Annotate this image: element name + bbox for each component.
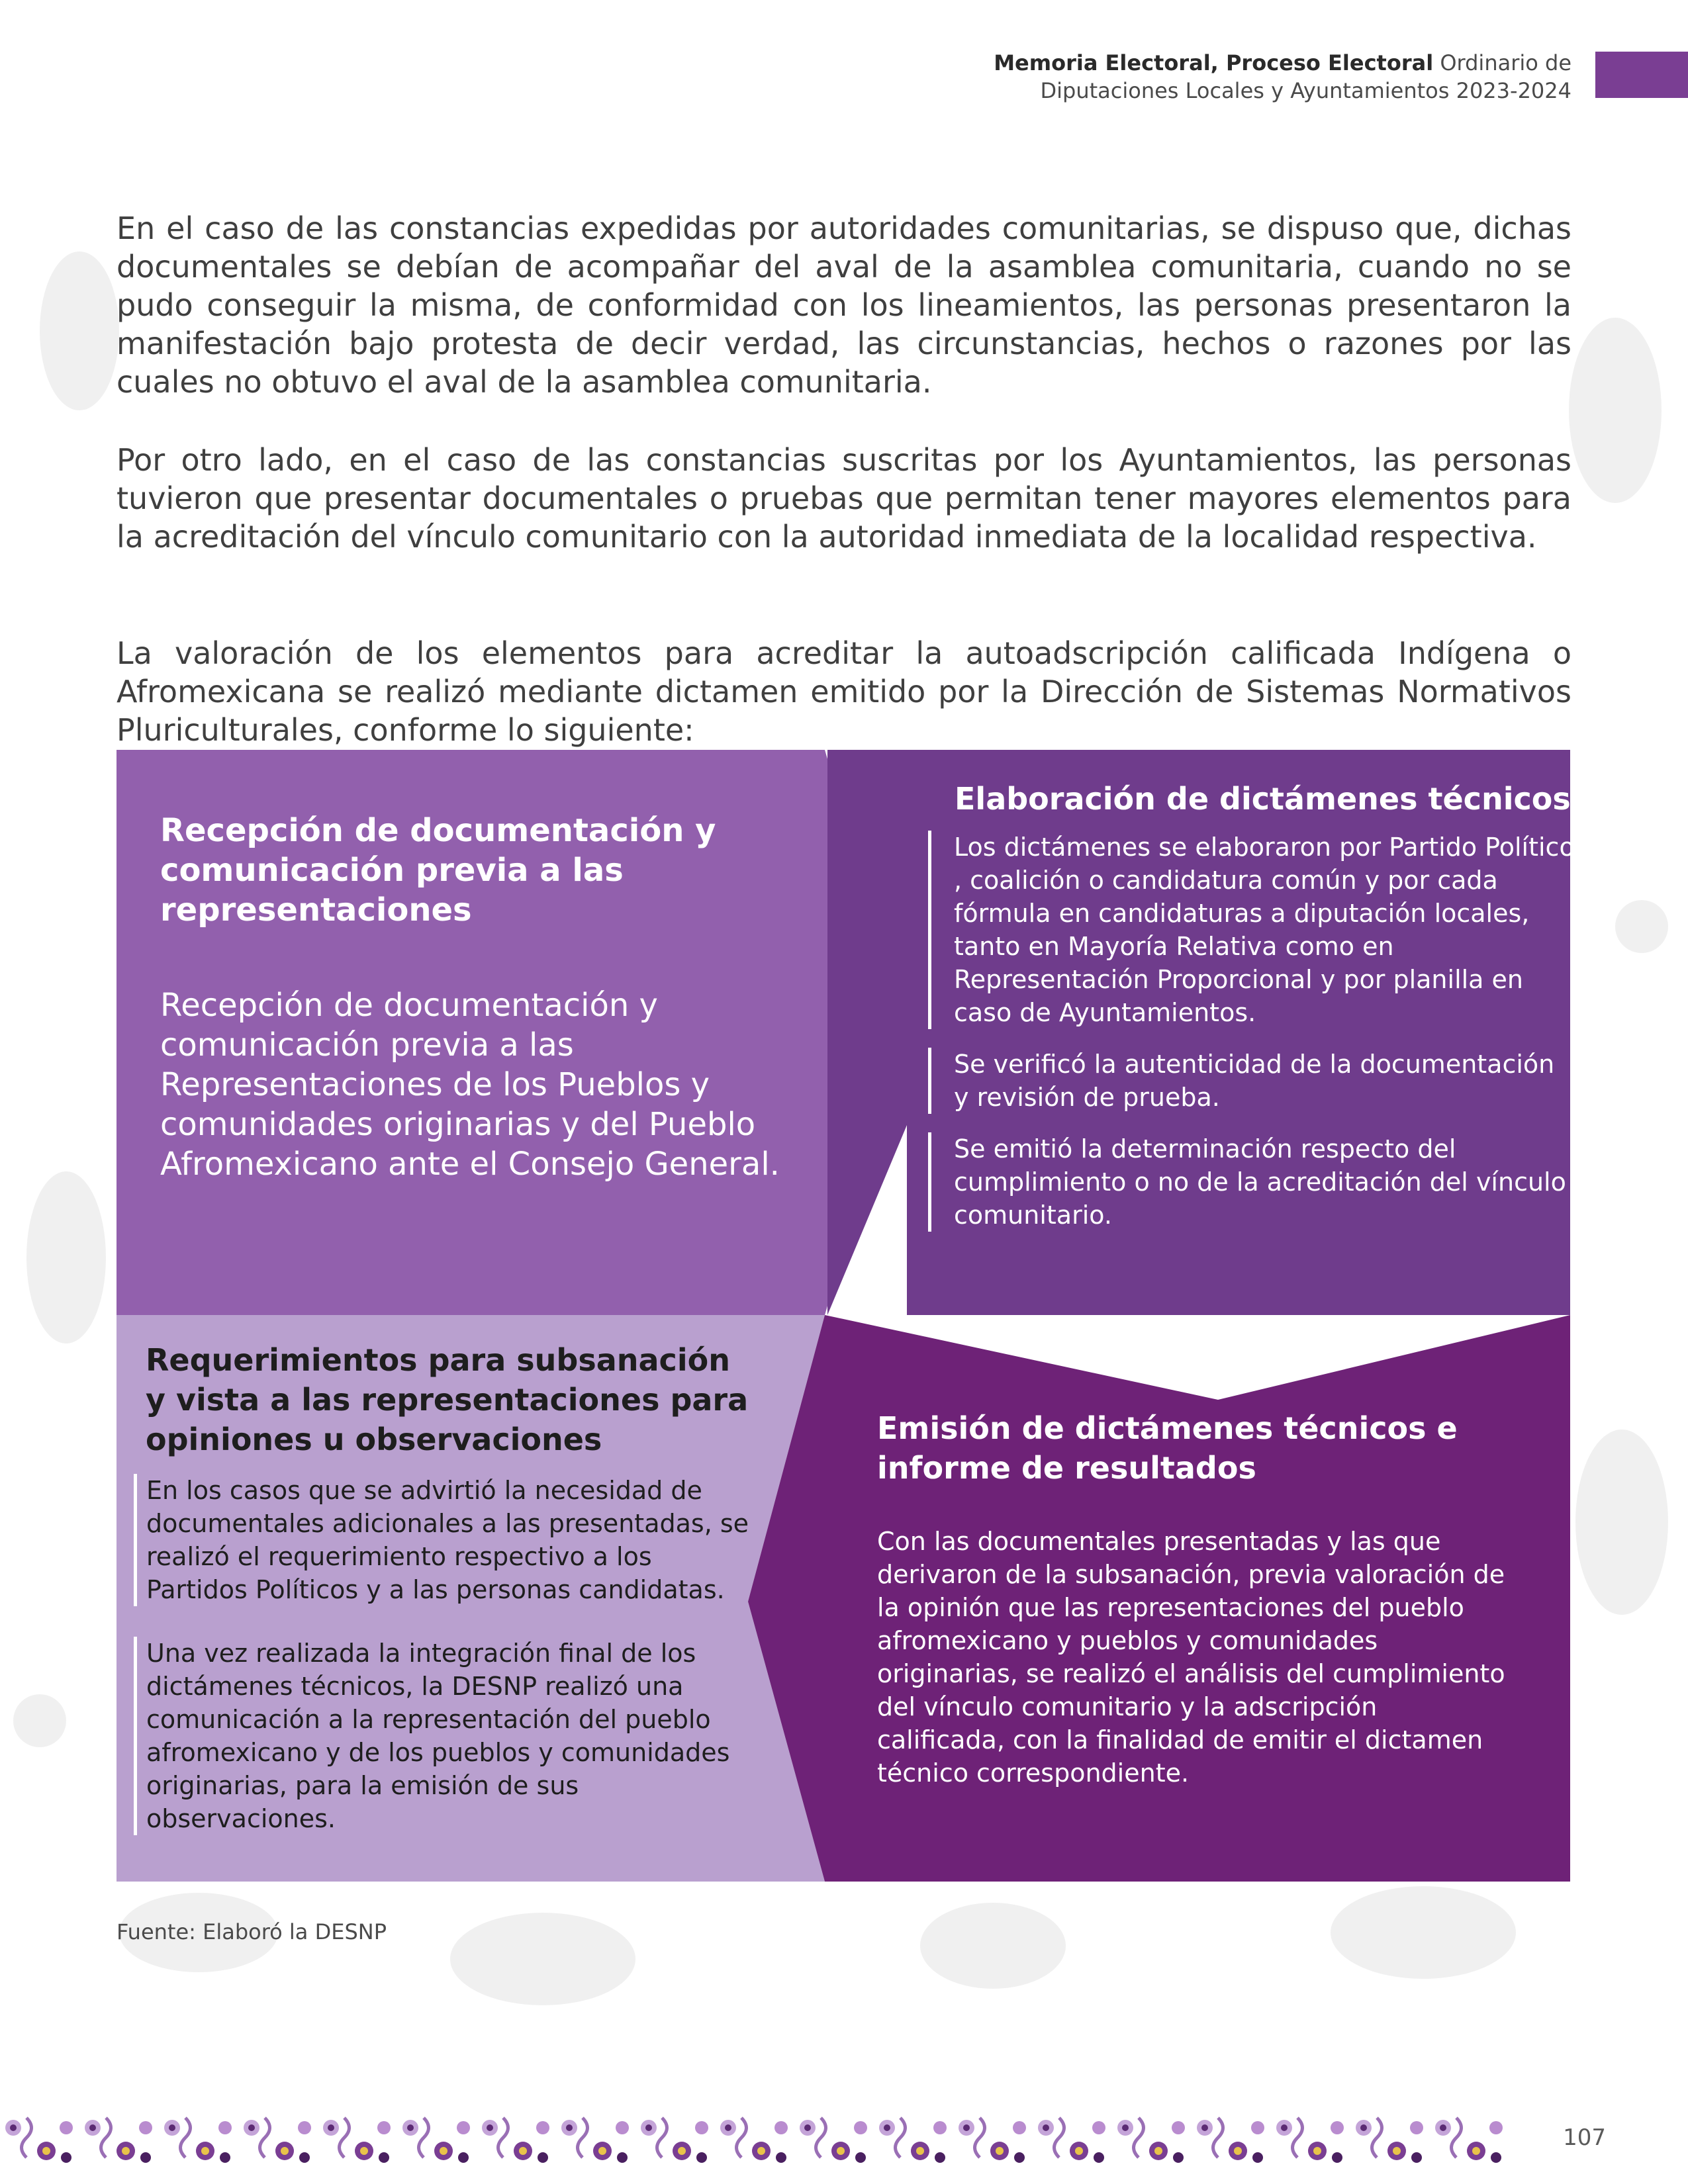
step4-box <box>877 1408 1513 1790</box>
page-number: 107 <box>1563 2124 1606 2151</box>
step3-box <box>146 1340 755 1835</box>
embroidery-border-pattern <box>0 2111 1503 2171</box>
step1-title: Recepción de documentación y comunicación previa a las representaciones <box>160 812 716 929</box>
step3-item: Una vez realizada la integración final de los dictámenes técnicos, la DESNP realizó una comunicación a la representación del pueblo afromexicano y de los pueblos y comunidades originarias, para la emisión de sus observaciones. <box>134 1637 755 1835</box>
header-subtitle: Diputaciones Locales y Ayuntamientos 2023-2024 <box>1040 78 1571 103</box>
step2-item: Se emitió la determinación respecto del cumplimiento o no de la acreditación del vínculo comunitario. <box>928 1132 1577 1232</box>
step1-body: Recepción de documentación y comunicación previa a las Representaciones de los Pueblos y comunidades originarias y del Pueblo Afromexicano ante el Consejo General. <box>160 987 780 1183</box>
step2-item: Los dictámenes se elaboraron por Partido Político , coalición o candidatura común y por cada fórmula en candidaturas a diputación locales, tanto en Mayoría Relativa como en Representación Proporcional y por planilla en caso de Ayuntamientos. <box>928 831 1577 1029</box>
step3-item: En los casos que se advirtió la necesidad de documentales adicionales a las presentadas, se realizó el requerimiento respectivo a los Partidos Políticos y a las personas candidatas. <box>134 1474 755 1606</box>
header-title-bold: Memoria Electoral, Proceso Electoral <box>994 50 1434 75</box>
step4-title: Emisión de dictámenes técnicos e informe de resultados <box>877 1410 1458 1486</box>
step1-box <box>160 811 822 1184</box>
header-title-rest: Ordinario de <box>1433 50 1571 75</box>
step4-body: Con las documentales presentadas y las que derivaron de la subsanación, previa valoración de la opinión que las representaciones del pueblo afromexicano y pueblos y comunidades originarias, se realizó el análisis del cumplimiento del vínculo comunitario y la adscripción calificada, con la finalidad de emitir el dictamen técnico correspondiente. <box>877 1527 1505 1788</box>
step3-title: Requerimientos para subsanación y vista a las representaciones para opiniones u observaciones <box>146 1342 749 1457</box>
paragraph-3: La valoración de los elementos para acreditar la autoadscripción calificada Indígena o Afromexicana se realizó mediante dictamen emitido por la Dirección de Sistemas Normativos Pluriculturales, conforme lo siguiente: <box>117 635 1571 748</box>
step2-title: Elaboración de dictámenes técnicos <box>955 781 1571 817</box>
step2-box <box>955 779 1577 1232</box>
step2-item: Se verificó la autenticidad de la documentación y revisión de prueba. <box>928 1048 1577 1114</box>
paragraph-2: Por otro lado, en el caso de las constancias suscritas por los Ayuntamientos, las personas tuvieron que presentar documentales o pruebas que permitan tener mayores elementos para la acreditación del vínculo comunitario con la autoridad inmediata de la localidad respectiva. <box>117 442 1571 555</box>
figure-source-note: Fuente: Elaboró la DESNP <box>117 1919 387 1944</box>
paragraph-1: En el caso de las constancias expedidas por autoridades comunitarias, se dispuso que, dichas documentales se debían de acompañar del aval de la asamblea comunitaria, cuando no se pudo conseguir la misma, de conformidad con los lineamientos, las personas presentaron la manifestación bajo protesta de decir verdad, las circunstancias, hechos o razones por las cuales no obtuvo el aval de la asamblea comunitaria. <box>117 210 1571 400</box>
